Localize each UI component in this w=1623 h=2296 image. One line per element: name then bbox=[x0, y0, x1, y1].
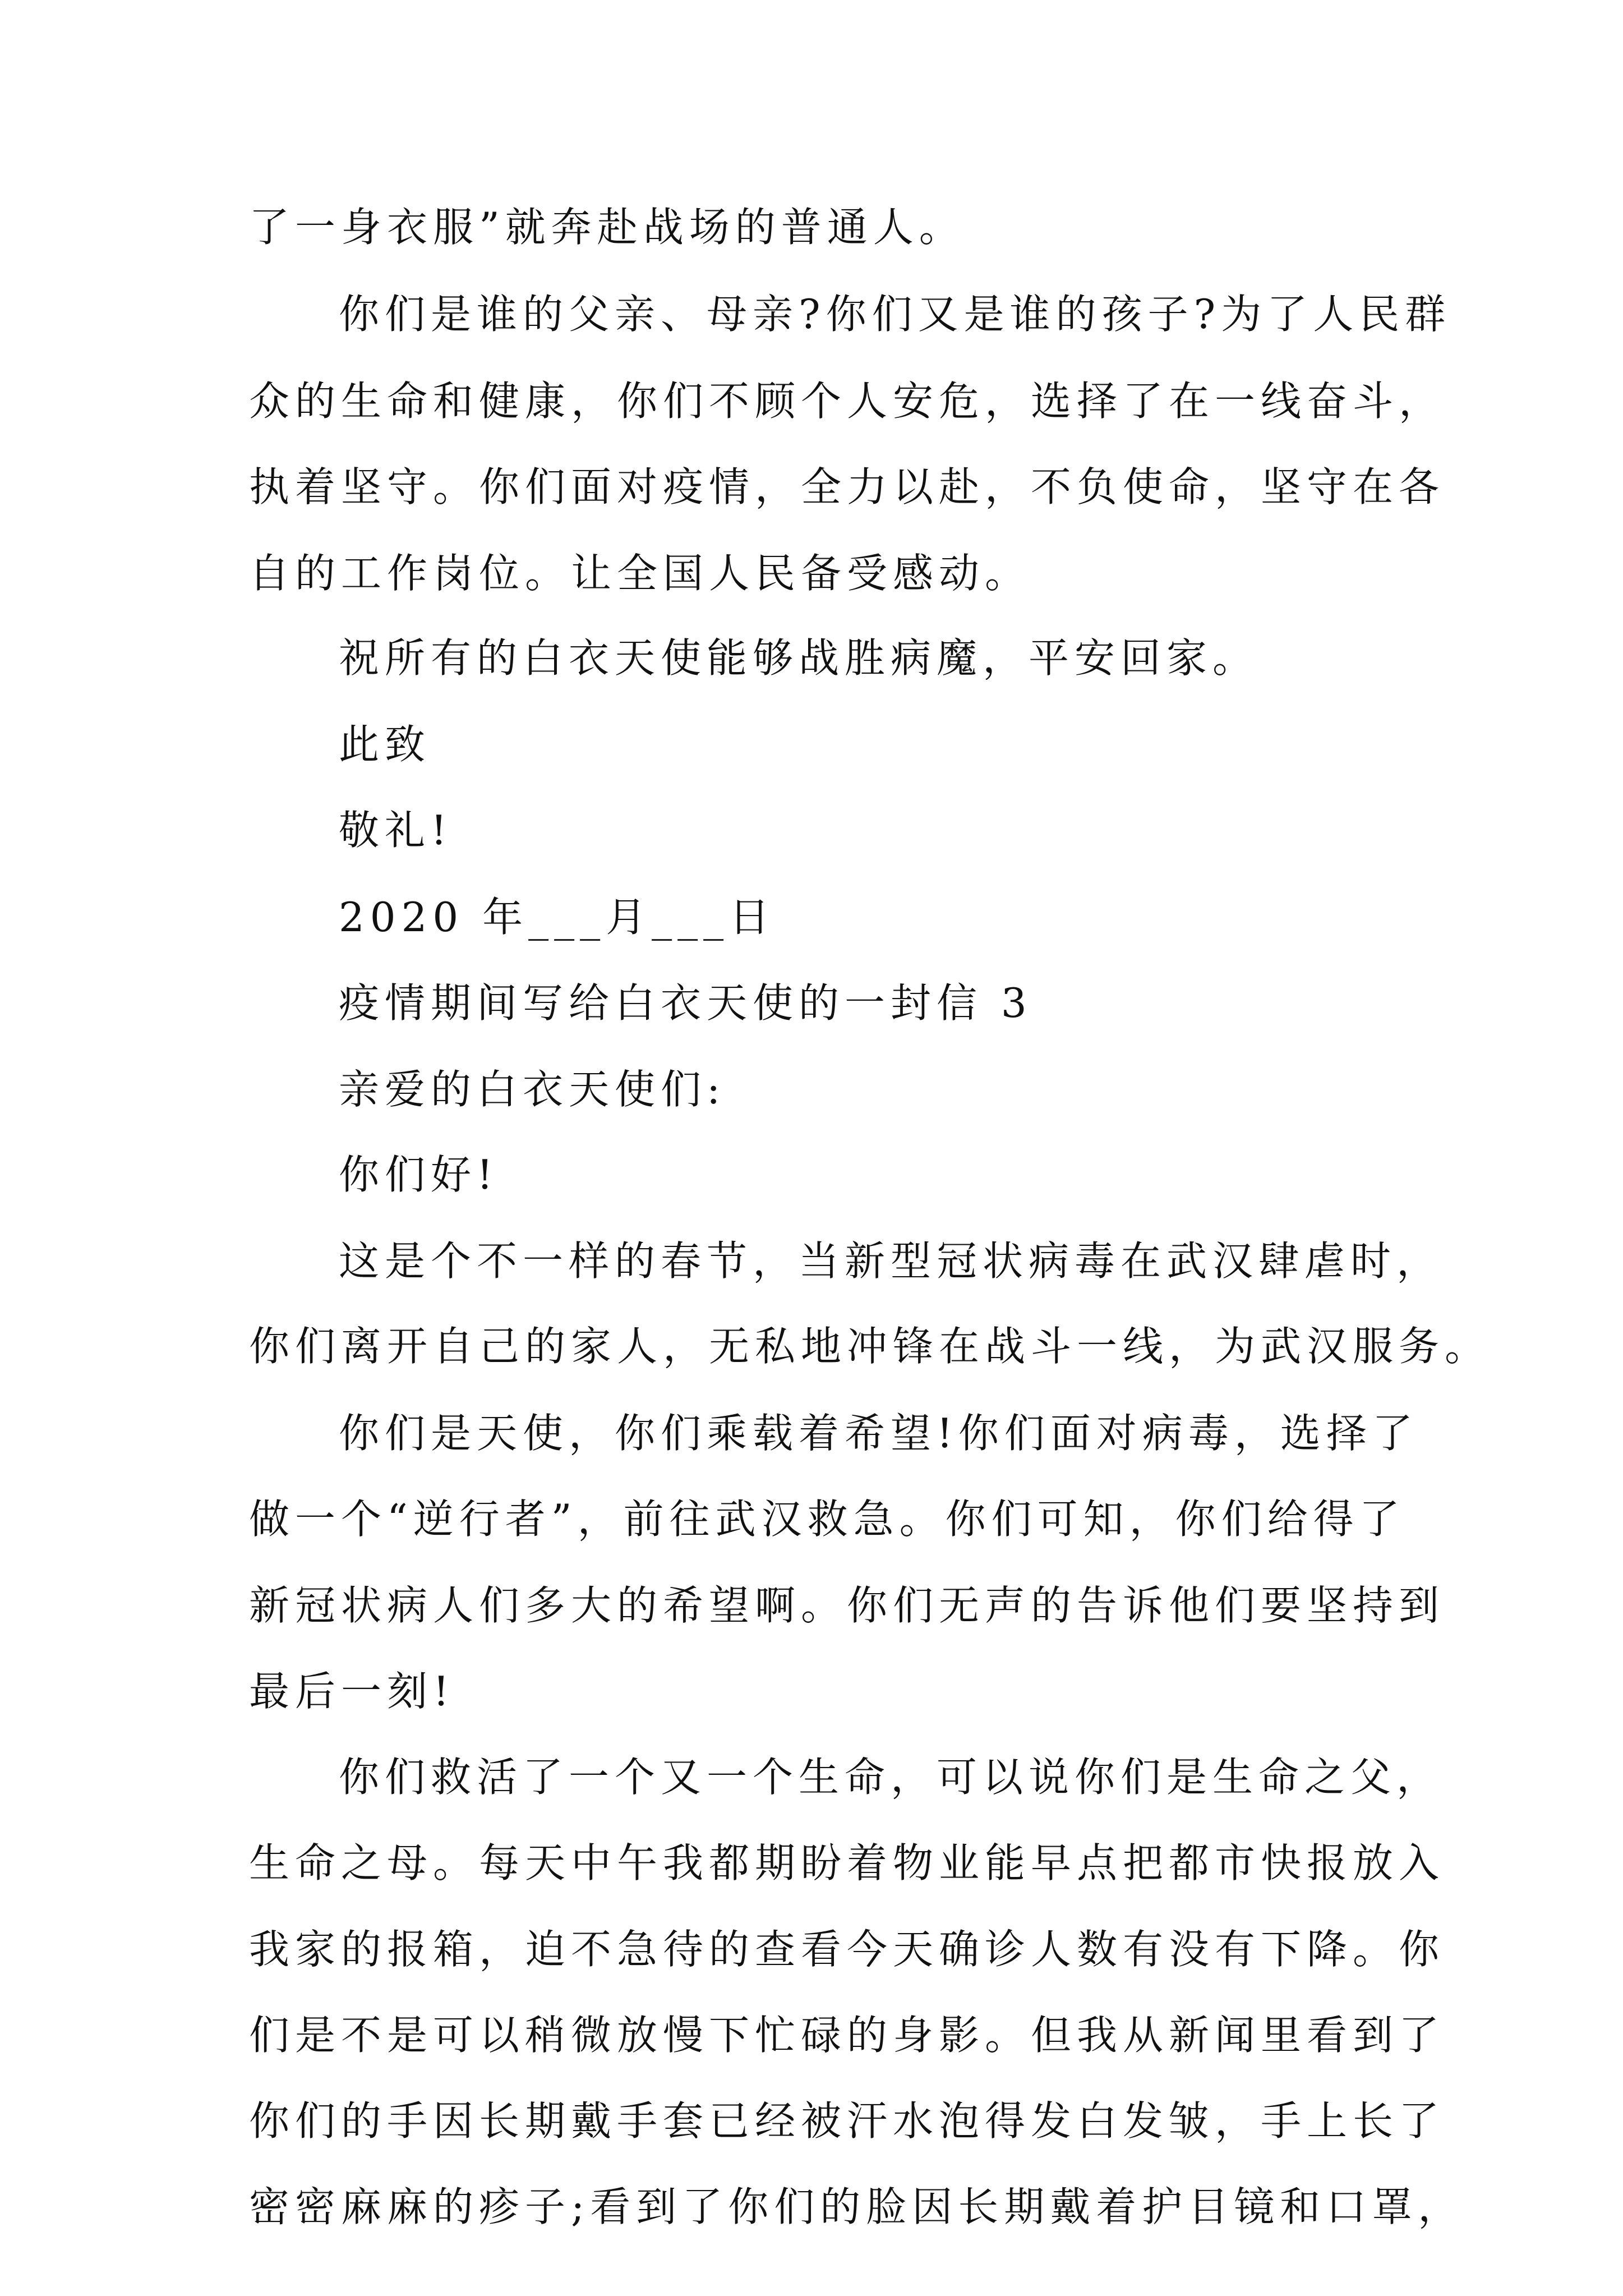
text-line: 执着坚守。你们面对疫情，全力以赴，不负使命，坚守在各 bbox=[249, 463, 1445, 510]
text-line: 做一个“逆行者”，前往武汉救急。你们可知，你们给得了 bbox=[249, 1496, 1405, 1543]
letter-title: 疫情期间写给白衣天使的一封信 3 bbox=[339, 979, 1032, 1027]
text-line: 这是个不一样的春节，当新型冠状病毒在武汉肆虐时， bbox=[339, 1237, 1443, 1285]
text-line: 生命之母。每天中午我都期盼着物业能早点把都市快报放入 bbox=[249, 1839, 1445, 1887]
text-line: 你们离开自己的家人，无私地冲锋在战斗一线，为武汉服务。 bbox=[249, 1323, 1491, 1370]
date-line: 2020 年___月___日 bbox=[339, 894, 776, 941]
text-line: 你们是谁的父亲、母亲?你们又是谁的孩子?为了人民群 bbox=[339, 291, 1451, 338]
text-line: 你们是天使，你们乘载着希望!你们面对病毒，选择了 bbox=[339, 1410, 1418, 1457]
text-line: 了一身衣服”就奔赴战场的普通人。 bbox=[249, 204, 965, 251]
closing-salutation: 此致 bbox=[339, 721, 431, 768]
text-line: 自的工作岗位。让全国人民备受感动。 bbox=[249, 550, 1031, 597]
text-line: 最后一刻! bbox=[249, 1668, 455, 1715]
text-line: 新冠状病人们多大的希望啊。你们无声的告诉他们要坚持到 bbox=[249, 1582, 1445, 1629]
greeting-line: 你们好! bbox=[339, 1151, 499, 1198]
text-line: 祝所有的白衣天使能够战胜病魔，平安回家。 bbox=[339, 634, 1259, 682]
text-line: 们是不是可以稍微放慢下忙碌的身影。但我从新闻里看到了 bbox=[249, 2012, 1445, 2059]
greeting-line: 亲爱的白衣天使们: bbox=[339, 1066, 726, 1113]
text-line: 众的生命和健康，你们不顾个人安危，选择了在一线奋斗， bbox=[249, 378, 1445, 425]
text-line: 我家的报箱，迫不急待的查看今天确诊人数有没有下降。你 bbox=[249, 1926, 1445, 1973]
text-line: 密密麻麻的疹子;看到了你们的脸因长期戴着护目镜和口罩， bbox=[249, 2183, 1464, 2230]
text-line: 你们的手因长期戴手套已经被汗水泡得发白发皱，手上长了 bbox=[249, 2097, 1445, 2145]
closing-regards: 敬礼! bbox=[339, 807, 453, 854]
text-line: 你们救活了一个又一个生命，可以说你们是生命之父， bbox=[339, 1754, 1443, 1801]
